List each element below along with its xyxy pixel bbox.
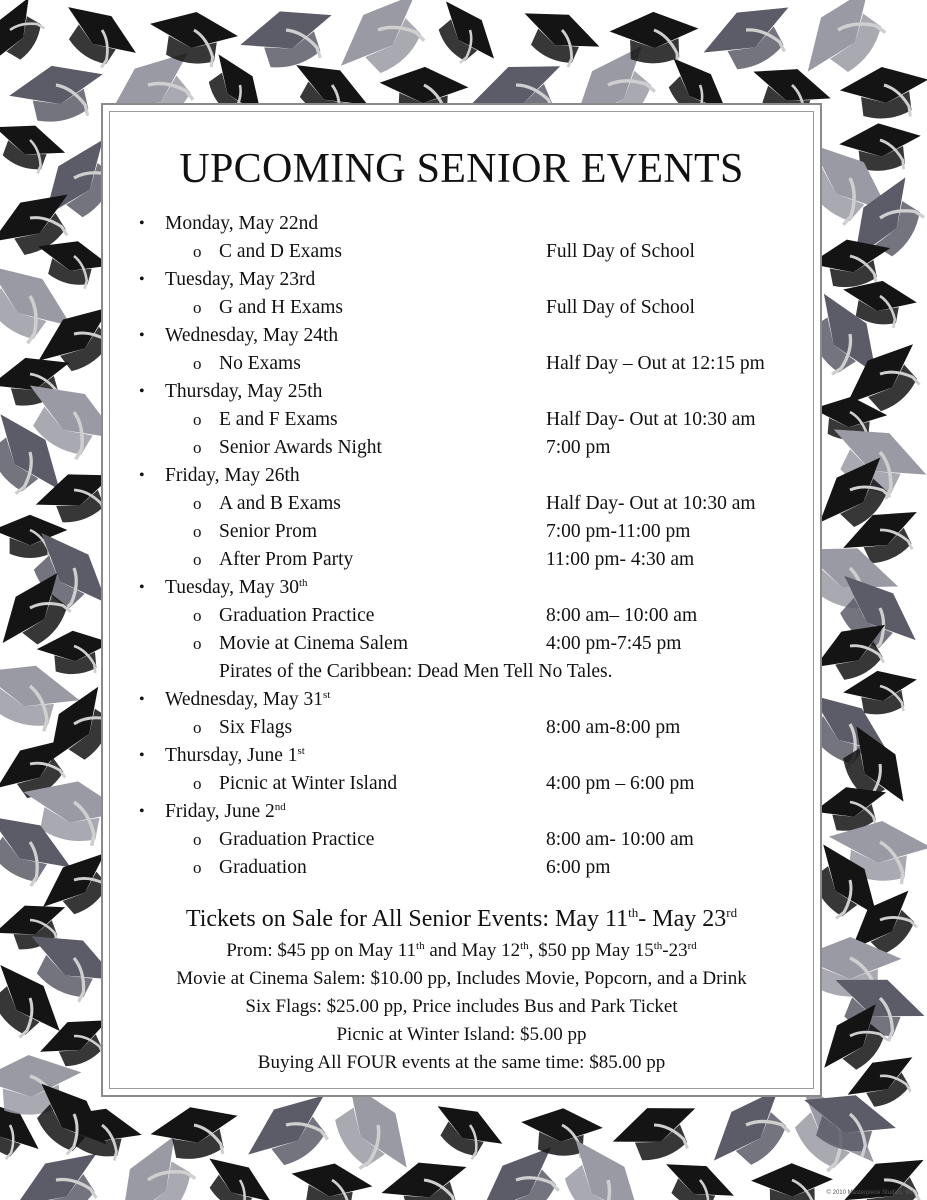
ticket-info — [103, 901, 820, 1077]
event-row — [103, 602, 820, 630]
day-text: Thursday, June 1 — [165, 745, 298, 766]
event-time: 8:00 am-8:00 pm — [546, 717, 681, 738]
day-text: Friday, June 2 — [165, 801, 275, 822]
day-text: Tuesday, May 30 — [165, 577, 299, 598]
event-row — [103, 350, 820, 378]
graduation-cap-icon — [654, 1150, 740, 1200]
event-name: Six Flags — [219, 717, 293, 738]
page-title: UPCOMING SENIOR EVENTS — [179, 146, 744, 192]
day-suffix: st — [297, 745, 305, 757]
tickets-heading: Tickets on Sale for All Senior Events: May 11th- May 23rd — [185, 905, 738, 932]
event-name: Graduation Practice — [219, 829, 375, 850]
graduation-cap-icon — [512, 0, 606, 76]
day-label — [165, 266, 315, 294]
day-row — [103, 574, 820, 602]
day-text: Thursday, May 25th — [165, 381, 323, 402]
event-name: Graduation — [219, 857, 307, 878]
event-time: Full Day of School — [546, 297, 695, 318]
graduation-cap-icon — [751, 1163, 834, 1200]
event-time: Half Day- Out at 10:30 am — [546, 409, 756, 430]
event-row — [103, 434, 820, 462]
bullet-icon: • — [139, 215, 145, 232]
day-row — [103, 742, 820, 770]
event-list — [103, 210, 820, 882]
day-label — [165, 462, 300, 490]
event-time: Full Day of School — [546, 241, 695, 262]
day-row — [103, 266, 820, 294]
bullet-icon: • — [139, 467, 145, 484]
event-time: 6:00 pm — [546, 857, 611, 878]
day-text: Monday, May 22nd — [165, 213, 319, 234]
graduation-cap-icon — [50, 0, 145, 79]
event-name: Picnic at Winter Island — [219, 773, 398, 794]
event-name: Senior Awards Night — [219, 437, 382, 458]
circle-bullet-icon: o — [193, 522, 202, 541]
movie-ticket-price: Movie at Cinema Salem: $10.00 pp, Includes Movie, Popcorn, and a Drink — [176, 968, 747, 989]
circle-bullet-icon: o — [193, 606, 202, 625]
graduation-cap-icon — [424, 0, 506, 77]
events-flyer-panel — [101, 103, 822, 1097]
event-note: Pirates of the Caribbean: Dead Men Tell No Tales. — [219, 661, 613, 682]
day-label — [165, 322, 338, 350]
day-row — [103, 462, 820, 490]
day-text: Wednesday, May 24th — [165, 325, 339, 346]
bullet-icon: • — [139, 383, 145, 400]
event-row — [103, 630, 820, 658]
event-row — [103, 406, 820, 434]
circle-bullet-icon: o — [193, 830, 202, 849]
day-suffix: th — [298, 577, 308, 589]
event-name: E and F Exams — [219, 409, 338, 430]
day-text: Tuesday, May 23rd — [165, 269, 316, 290]
event-row — [103, 770, 820, 798]
bullet-icon: • — [139, 691, 145, 708]
circle-bullet-icon: o — [193, 858, 202, 877]
event-time: 11:00 pm- 4:30 am — [546, 549, 695, 570]
event-row — [103, 238, 820, 266]
day-row — [103, 210, 820, 238]
circle-bullet-icon: o — [193, 298, 202, 317]
day-row — [103, 686, 820, 714]
day-label — [165, 574, 308, 602]
circle-bullet-icon: o — [193, 550, 202, 569]
event-time: 8:00 am- 10:00 am — [546, 829, 694, 850]
day-row — [103, 378, 820, 406]
bullet-icon: • — [139, 271, 145, 288]
bullet-icon: • — [139, 579, 145, 596]
graduation-cap-icon — [287, 1157, 375, 1200]
bullet-icon: • — [139, 747, 145, 764]
circle-bullet-icon: o — [193, 494, 202, 513]
circle-bullet-icon: o — [193, 242, 202, 261]
event-time: 7:00 pm — [546, 437, 611, 458]
event-time: 7:00 pm-11:00 pm — [546, 521, 691, 542]
event-name: G and H Exams — [219, 297, 344, 318]
event-time: Half Day- Out at 10:30 am — [546, 493, 756, 514]
day-suffix: nd — [274, 801, 286, 813]
event-name: No Exams — [219, 353, 301, 374]
day-label — [165, 686, 330, 714]
event-time: 4:00 pm – 6:00 pm — [546, 773, 695, 794]
event-name: Senior Prom — [219, 521, 318, 542]
event-name: C and D Exams — [219, 241, 342, 262]
circle-bullet-icon: o — [193, 718, 202, 737]
event-time: Half Day – Out at 12:15 pm — [546, 353, 765, 374]
picnic-ticket-price: Picnic at Winter Island: $5.00 pp — [336, 1024, 587, 1045]
event-name: After Prom Party — [219, 549, 354, 570]
event-time: 4:00 pm-7:45 pm — [546, 633, 682, 654]
day-label — [165, 210, 318, 238]
event-name: Graduation Practice — [219, 605, 375, 626]
event-row — [103, 490, 820, 518]
event-row — [103, 546, 820, 574]
circle-bullet-icon: o — [193, 354, 202, 373]
circle-bullet-icon: o — [193, 774, 202, 793]
graduation-cap-icon — [234, 0, 343, 80]
prom-ticket-price: Prom: $45 pp on May 11th and May 12th, $50 pp May 15th-23rd — [226, 940, 697, 961]
event-row — [103, 714, 820, 742]
day-text: Friday, May 26th — [165, 465, 300, 486]
circle-bullet-icon: o — [193, 634, 202, 653]
day-row — [103, 798, 820, 826]
copyright-notice: © 2010 Masterpiece Studios, Inc. — [826, 1190, 915, 1196]
day-row — [103, 322, 820, 350]
event-name: Movie at Cinema Salem — [219, 633, 409, 654]
event-name: A and B Exams — [219, 493, 341, 514]
circle-bullet-icon: o — [193, 438, 202, 457]
day-suffix: st — [323, 689, 331, 701]
graduation-cap-icon — [5, 55, 111, 132]
bullet-icon: • — [139, 327, 145, 344]
day-label — [165, 378, 322, 406]
graduation-cap-icon — [0, 0, 54, 77]
graduation-cap-icon — [606, 1091, 708, 1173]
day-text: Wednesday, May 31 — [165, 689, 323, 710]
sixflags-ticket-price: Six Flags: $25.00 pp, Price includes Bus and Park Ticket — [245, 996, 678, 1017]
bullet-icon: • — [139, 803, 145, 820]
graduation-cap-icon — [423, 1093, 510, 1169]
event-row — [103, 826, 820, 854]
event-row — [103, 854, 820, 882]
event-row — [103, 294, 820, 322]
event-row — [103, 518, 820, 546]
event-note-row — [103, 658, 820, 686]
event-time: 8:00 am– 10:00 am — [546, 605, 698, 626]
graduation-cap-icon — [838, 62, 927, 125]
day-label — [165, 742, 305, 770]
circle-bullet-icon: o — [193, 410, 202, 429]
bundle-ticket-price: Buying All FOUR events at the same time: $85.00 pp — [257, 1052, 666, 1073]
day-label — [165, 798, 286, 826]
